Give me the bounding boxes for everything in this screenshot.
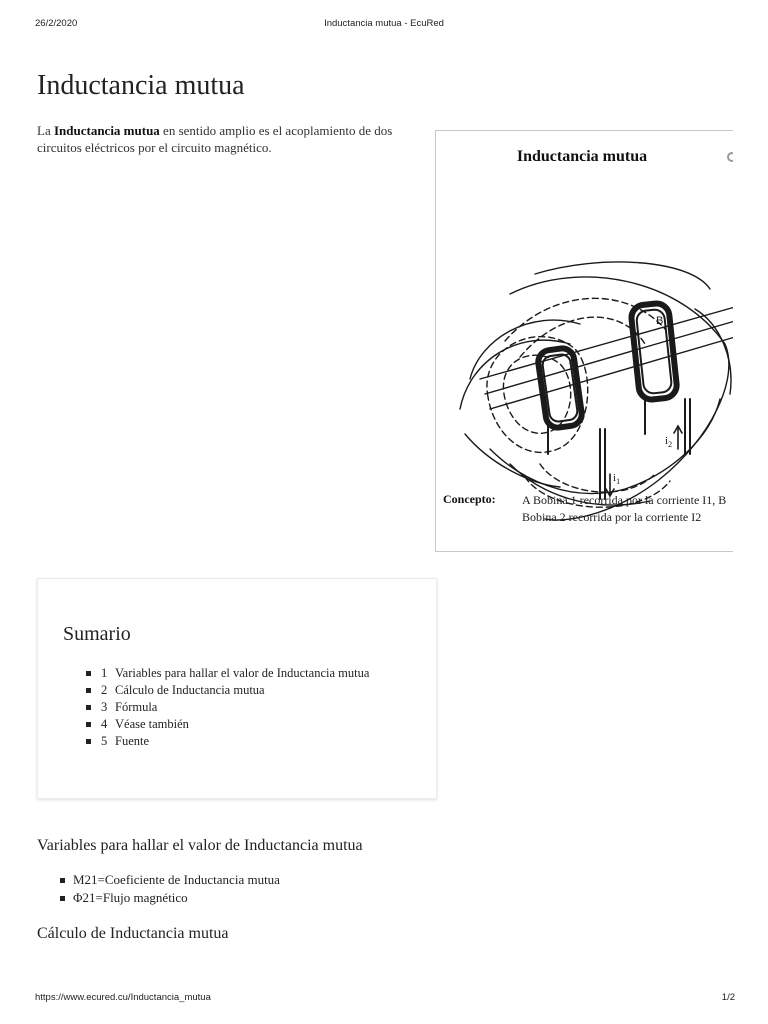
toc-item-label[interactable]: Variables para hallar el valor de Inductancia mutua: [115, 666, 370, 680]
bullet-icon: [86, 688, 91, 693]
toc-item-variables[interactable]: [86, 665, 406, 682]
toc-item-label[interactable]: Fórmula: [115, 700, 158, 714]
toc-list: [86, 665, 406, 750]
variables-list: [60, 871, 280, 907]
bullet-icon: [86, 671, 91, 676]
toc-item-number: 3: [101, 700, 108, 714]
intro-prefix: La: [37, 123, 54, 138]
toc-item-number: 1: [101, 666, 108, 680]
print-page-number: 1/2: [721, 992, 735, 1003]
concept-label: Concepto:: [443, 492, 496, 506]
print-date: 26/2/2020: [35, 18, 78, 29]
toc-item-label[interactable]: Cálculo de Inductancia mutua: [115, 683, 265, 697]
toc-item-vease[interactable]: [86, 716, 406, 733]
toc-item-calculo[interactable]: [86, 682, 406, 699]
toc-item-number: 5: [101, 734, 108, 748]
infobox-title: Inductancia mutua: [516, 148, 648, 165]
current-1-label: $i_1$: [613, 472, 621, 486]
bullet-icon: [60, 896, 65, 901]
toc-title: Sumario: [63, 623, 131, 645]
infobox: [435, 130, 755, 552]
list-item: [60, 871, 280, 889]
print-header: [0, 18, 768, 32]
toc-item-label[interactable]: Véase también: [115, 717, 189, 731]
section-heading-calculo: Cálculo de Inductancia mutua: [37, 925, 229, 942]
intro-suffix: en sentido amplio es el acoplamiento de dos circuitos eléctricos por el circuito magnético.: [37, 123, 393, 155]
print-url[interactable]: https://www.ecured.cu/Inductancia_mutua: [35, 992, 211, 1003]
intro-paragraph: [37, 122, 409, 156]
print-tab-title: Inductancia mutua - EcuRed: [324, 18, 444, 29]
coil-b-label: B: [656, 315, 664, 327]
bullet-icon: [86, 739, 91, 744]
current-2-label: $i_2$: [665, 435, 673, 449]
toc-item-number: 2: [101, 683, 108, 697]
toc-item-formula[interactable]: [86, 699, 406, 716]
concept-value: A Bobina 1 recorrida por la corriente I1, B Bobina 2 recorrida por la corriente I2: [522, 493, 727, 524]
print-footer: [0, 992, 768, 1006]
table-of-contents: [37, 578, 437, 799]
toc-item-label[interactable]: Fuente: [115, 734, 150, 748]
page-margin: [733, 120, 768, 560]
list-item-text: M21=Coeficiente de Inductancia mutua: [73, 872, 280, 887]
bullet-icon: [86, 722, 91, 727]
bullet-icon: [60, 878, 65, 883]
page-title: Inductancia mutua: [37, 70, 245, 101]
list-item: [60, 889, 280, 907]
bullet-icon: [86, 705, 91, 710]
coupled-coils-diagram-icon: [450, 189, 740, 609]
intro-term: Inductancia mutua: [53, 123, 160, 138]
coil-a-label: A: [569, 355, 577, 367]
toc-item-number: 4: [101, 717, 108, 731]
section-heading-variables: Variables para hallar el valor de Inductancia mutua: [37, 837, 363, 854]
toc-item-fuente[interactable]: [86, 733, 406, 750]
list-item-text: Φ21=Flujo magnético: [73, 890, 188, 905]
